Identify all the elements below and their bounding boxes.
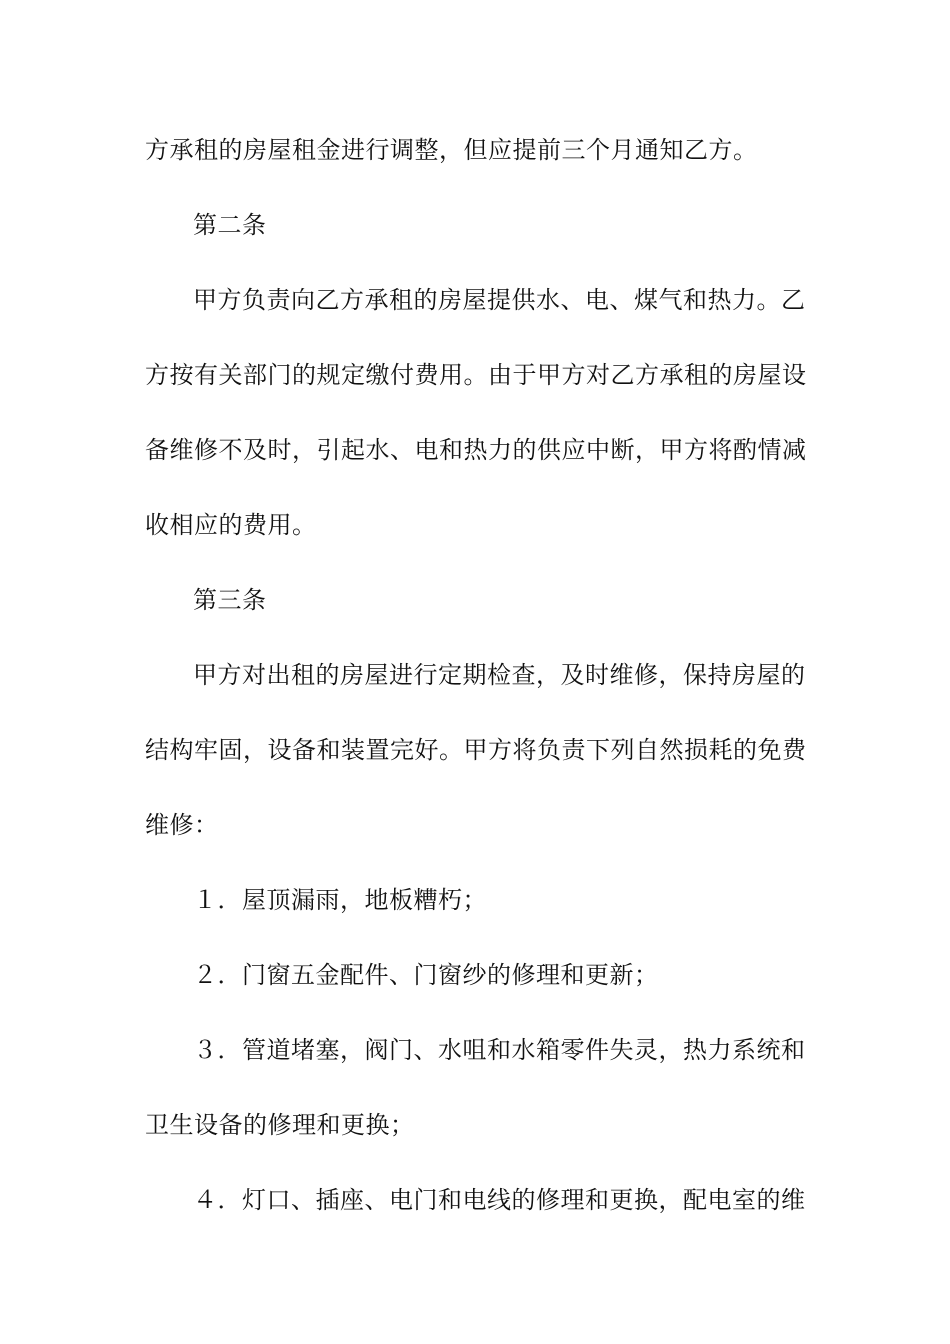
article-heading: 第二条	[193, 211, 267, 239]
list-item: １．屋顶漏雨，地板糟朽；	[193, 886, 487, 914]
list-item: ２．门窗五金配件、门窗纱的修理和更新；	[193, 961, 659, 989]
list-item: ３．管道堵塞，阀门、水咀和水箱零件失灵，热力系统和	[193, 1036, 806, 1064]
paragraph-line: 卫生设备的修理和更换；	[145, 1111, 415, 1139]
paragraph-line: 方按有关部门的规定缴付费用。由于甲方对乙方承租的房屋设	[145, 361, 807, 389]
paragraph-line: 方承租的房屋租金进行调整，但应提前三个月通知乙方。	[145, 136, 758, 164]
paragraph-line: 维修：	[145, 811, 219, 839]
paragraph-line: 甲方对出租的房屋进行定期检查，及时维修，保持房屋的	[193, 661, 806, 689]
paragraph-line: 收相应的费用。	[145, 511, 317, 539]
paragraph-line: 结构牢固，设备和装置完好。甲方将负责下列自然损耗的免费	[145, 736, 807, 764]
list-item: ４．灯口、插座、电门和电线的修理和更换，配电室的维	[193, 1186, 806, 1214]
article-heading: 第三条	[193, 586, 267, 614]
paragraph-line: 甲方负责向乙方承租的房屋提供水、电、煤气和热力。乙	[193, 286, 806, 314]
paragraph-line: 备维修不及时，引起水、电和热力的供应中断，甲方将酌情减	[145, 436, 807, 464]
